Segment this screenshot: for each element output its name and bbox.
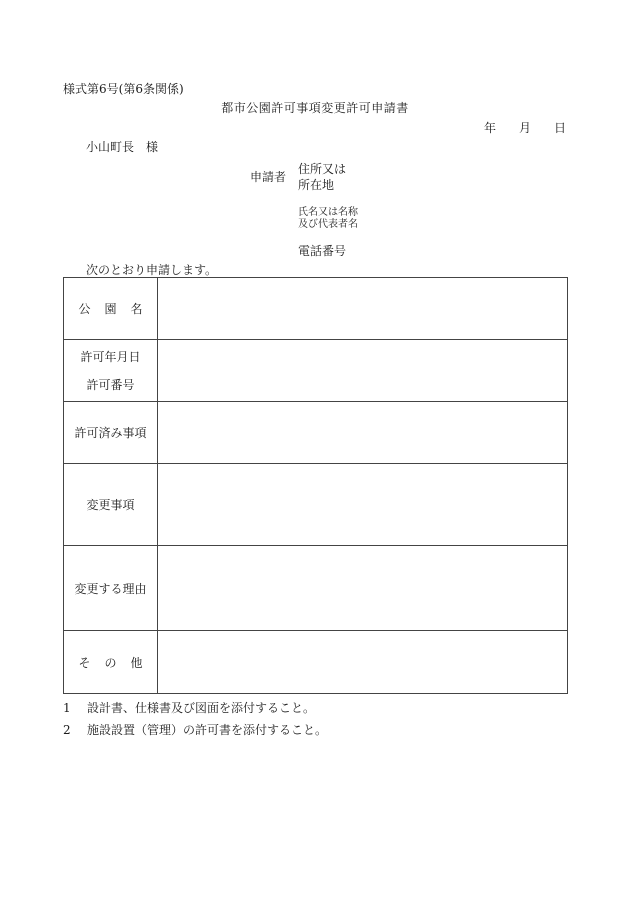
table-row-change-items [64,464,568,546]
park-name-label: 公園名 [64,278,158,340]
permit-date-number-label [64,340,158,402]
other-label: その他 [64,631,158,694]
application-table [63,277,568,694]
change-reason-label: 変更する理由 [64,546,158,631]
permit-date-label: 許可年月日 [80,349,141,364]
note-2-text: 施設設置（管理）の許可書を添付すること。 [87,723,328,737]
addressee [86,138,158,155]
change-items-field[interactable] [158,464,568,546]
phone-label: 電話番号 [298,244,347,258]
note-1 [63,699,315,716]
permitted-items-field[interactable] [158,402,568,464]
date-year-label: 年 [484,121,497,135]
park-name-field[interactable] [158,278,568,340]
table-row-other [64,631,568,694]
applicant-label: 申請者 [250,170,287,184]
note-1-text: 設計書、仕様書及び図面を添付すること。 [87,701,316,715]
change-reason-field[interactable] [158,546,568,631]
page-title: 都市公園許可事項変更許可申請書 [221,101,409,115]
form-number: 様式第6号(第6条関係) [63,82,184,96]
intro-text: 次のとおり申請します。 [86,263,218,277]
name-label-line2: 及び代表者名 [298,219,358,230]
note-2 [63,721,327,738]
date-day-label: 日 [554,121,567,135]
table-row-permitted-items [64,402,568,464]
date-month-label: 月 [519,121,532,135]
table-row-park-name [64,278,568,340]
name-label-line1: 氏名又は名称 [298,207,358,218]
note-1-number: 1 [63,701,71,715]
table-row-permit [64,340,568,402]
table-row-change-reason [64,546,568,631]
other-field[interactable] [158,631,568,694]
permitted-items-label: 許可済み事項 [64,402,158,464]
address-label-line1: 住所又は [298,162,347,176]
permit-date-number-field[interactable] [158,340,568,402]
addressee-name: 小山町長 [86,140,135,154]
address-label-line2: 所在地 [298,178,335,192]
change-items-label: 変更事項 [64,464,158,546]
permit-number-label: 許可番号 [86,377,135,392]
note-2-number: 2 [63,723,71,737]
addressee-honorific: 様 [146,140,159,154]
